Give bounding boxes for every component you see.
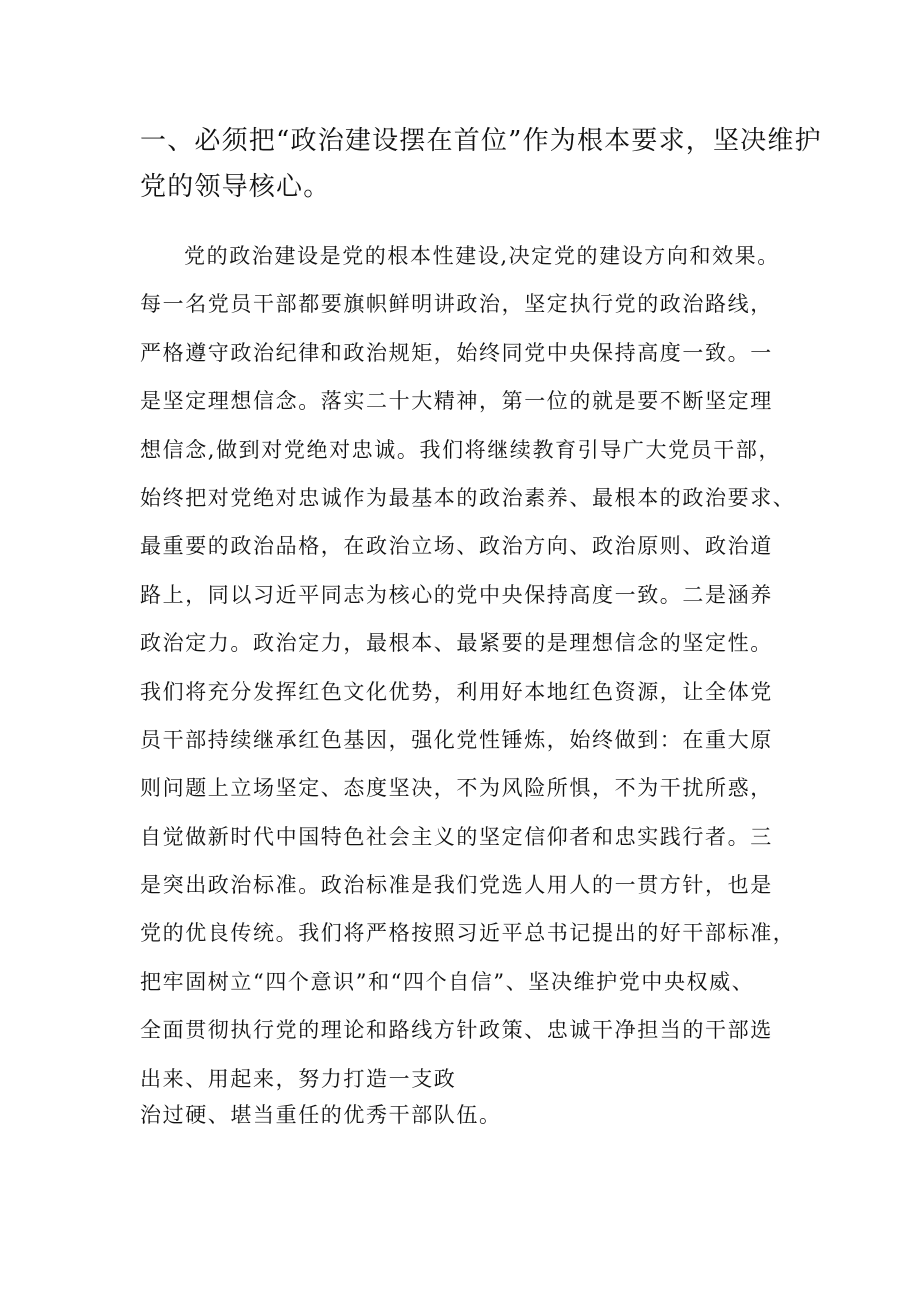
paragraph-line: 始终把对党绝对忠诚作为最基本的政治素养、最根本的政治要求、 (140, 485, 796, 510)
paragraph-line: 路上，同以习近平同志为核心的党中央保持高度一致。二是涵养 (140, 582, 773, 607)
paragraph-line: 最重要的政治品格，在政治立场、政治方向、政治原则、政治道 (140, 534, 773, 559)
paragraph-line: 自觉做新时代中国特色社会主义的坚定信仰者和忠实践行者。三 (140, 824, 773, 849)
paragraph-line: 员干部持续继承红色基因，强化党性锤炼，始终做到：在重大原 (140, 727, 773, 752)
paragraph-line: 是坚定理想信念。落实二十大精神，第一位的就是要不断坚定理 (140, 389, 773, 414)
body-paragraph (140, 232, 810, 1139)
heading-line: 党的领导核心。 (140, 172, 331, 202)
paragraph-line: 出来、用起来，努力打造一支政 (140, 1066, 457, 1091)
paragraph-line: 则问题上立场坚定、态度坚决，不为风险所惧，不为干扰所惑， (140, 776, 773, 801)
paragraph-line: 党的政治建设是党的根本性建设,决定党的建设方向和效果。 (184, 244, 780, 268)
paragraph-line: 治过硬、堪当重任的优秀干部队伍。 (140, 1103, 502, 1128)
paragraph-line: 党的优良传统。我们将严格按照习近平总书记提出的好干部标准， (140, 921, 796, 946)
section-heading (140, 118, 822, 210)
paragraph-line: 政治定力。政治定力，最根本、最紧要的是理想信念的坚定性。 (140, 631, 773, 656)
heading-line: 一、必须把“政治建设摆在首位”作为根本要求，坚决维护 (140, 126, 822, 156)
paragraph-line: 想信念,做到对党绝对忠诚。我们将继续教育引导广大党员干部， (140, 437, 782, 462)
paragraph-line: 每一名党员干部都要旗帜鲜明讲政治，坚定执行党的政治路线， (140, 292, 773, 317)
paragraph-line: 我们将充分发挥红色文化优势，利用好本地红色资源，让全体党 (140, 679, 773, 704)
paragraph-line: 是突出政治标准。政治标准是我们党选人用人的一贯方针，也是 (140, 873, 773, 898)
paragraph-line: 全面贯彻执行党的理论和路线方针政策、忠诚干净担当的干部选 (140, 1018, 773, 1043)
paragraph-line: 把牢固树立“四个意识”和“四个自信”、坚决维护党中央权威、 (140, 969, 755, 994)
paragraph-line: 严格遵守政治纪律和政治规矩，始终同党中央保持高度一致。一 (140, 340, 773, 365)
